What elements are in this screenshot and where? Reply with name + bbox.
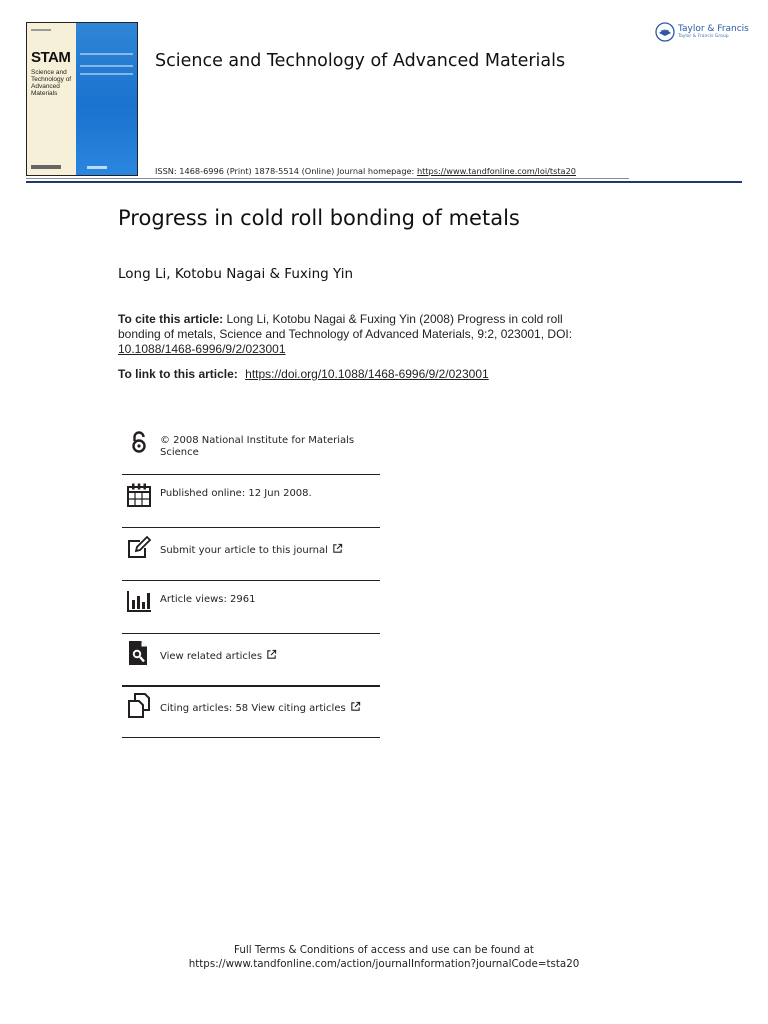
info-submit[interactable] xyxy=(122,528,380,581)
info-views xyxy=(122,581,380,634)
header-rule xyxy=(26,181,742,183)
copyright-text: © 2008 National Institute for Materials Science xyxy=(160,435,355,458)
cite-doi-link[interactable]: 10.1088/1468-6996/9/2/023001 xyxy=(118,342,286,356)
taylor-francis-logo-icon xyxy=(655,22,675,42)
publisher-name: Taylor & Francis xyxy=(678,24,749,34)
cover-label: STAM xyxy=(31,49,71,66)
citing-text: Citing articles: 58 View citing articles xyxy=(160,703,346,714)
related-text: View related articles xyxy=(160,651,263,662)
article-link-line xyxy=(118,367,489,381)
footer-line1: Full Terms & Conditions of access and use can be found at xyxy=(234,944,534,956)
published-text: Published online: 12 Jun 2008. xyxy=(160,488,312,499)
journal-homepage-link[interactable]: https://www.tandfonline.com/loi/tsta20 xyxy=(416,166,576,176)
views-text: Article views: 2961 xyxy=(160,594,256,605)
submit-text: Submit your article to this journal xyxy=(160,545,328,556)
cite-text: Long Li, Kotobu Nagai & Fuxing Yin (2008) Progress in cold roll bonding of metals, Science and Technology of Advanced Materials, 9:2, 023001, DOI: xyxy=(118,312,573,341)
cover-footer-text xyxy=(87,166,107,169)
document-search-icon xyxy=(126,640,152,666)
calendar-icon xyxy=(126,482,152,508)
footer-terms-link[interactable]: https://www.tandfonline.com/action/journalInformation?journalCode=tsta20 xyxy=(188,958,580,970)
journal-title: Science and Technology of Advanced Materials xyxy=(155,51,566,71)
info-published xyxy=(122,475,380,528)
external-link-icon xyxy=(332,543,343,554)
link-label: To link to this article: xyxy=(118,367,238,381)
info-related[interactable] xyxy=(122,634,380,686)
cover-blue-panel xyxy=(76,23,137,175)
cover-subtitle: Science and Technology of Advanced Materials xyxy=(31,69,72,97)
article-authors: Long Li, Kotobu Nagai & Fuxing Yin xyxy=(118,266,354,282)
publisher-group: Taylor & Francis Group xyxy=(678,34,729,39)
issn-line xyxy=(155,166,576,176)
info-citing[interactable] xyxy=(122,686,380,739)
submit-link[interactable] xyxy=(160,543,375,557)
citing-documents-icon xyxy=(126,693,152,719)
cite-label: To cite this article: xyxy=(118,312,224,326)
publisher-logo[interactable] xyxy=(655,22,749,42)
edit-icon xyxy=(126,535,152,561)
footer-terms xyxy=(0,943,768,971)
article-title: Progress in cold roll bonding of metals xyxy=(118,206,520,230)
journal-cover-image xyxy=(26,22,138,176)
article-doi-link[interactable]: https://doi.org/10.1088/1468-6996/9/2/023001 xyxy=(245,367,489,381)
cover-tiny-text xyxy=(31,29,51,31)
info-copyright xyxy=(122,424,380,475)
related-link[interactable] xyxy=(160,649,375,663)
bar-chart-icon xyxy=(126,588,152,614)
external-link-icon xyxy=(266,649,277,660)
cover-footer-logo xyxy=(31,165,61,169)
citation-block xyxy=(118,312,598,357)
issn-text: ISSN: 1468-6996 (Print) 1878-5514 (Online) Journal homepage: xyxy=(155,166,415,176)
info-separator xyxy=(122,737,380,738)
citing-link[interactable] xyxy=(160,701,375,715)
open-access-icon xyxy=(126,429,152,455)
external-link-icon xyxy=(350,701,361,712)
header-rule-thin xyxy=(26,178,629,179)
